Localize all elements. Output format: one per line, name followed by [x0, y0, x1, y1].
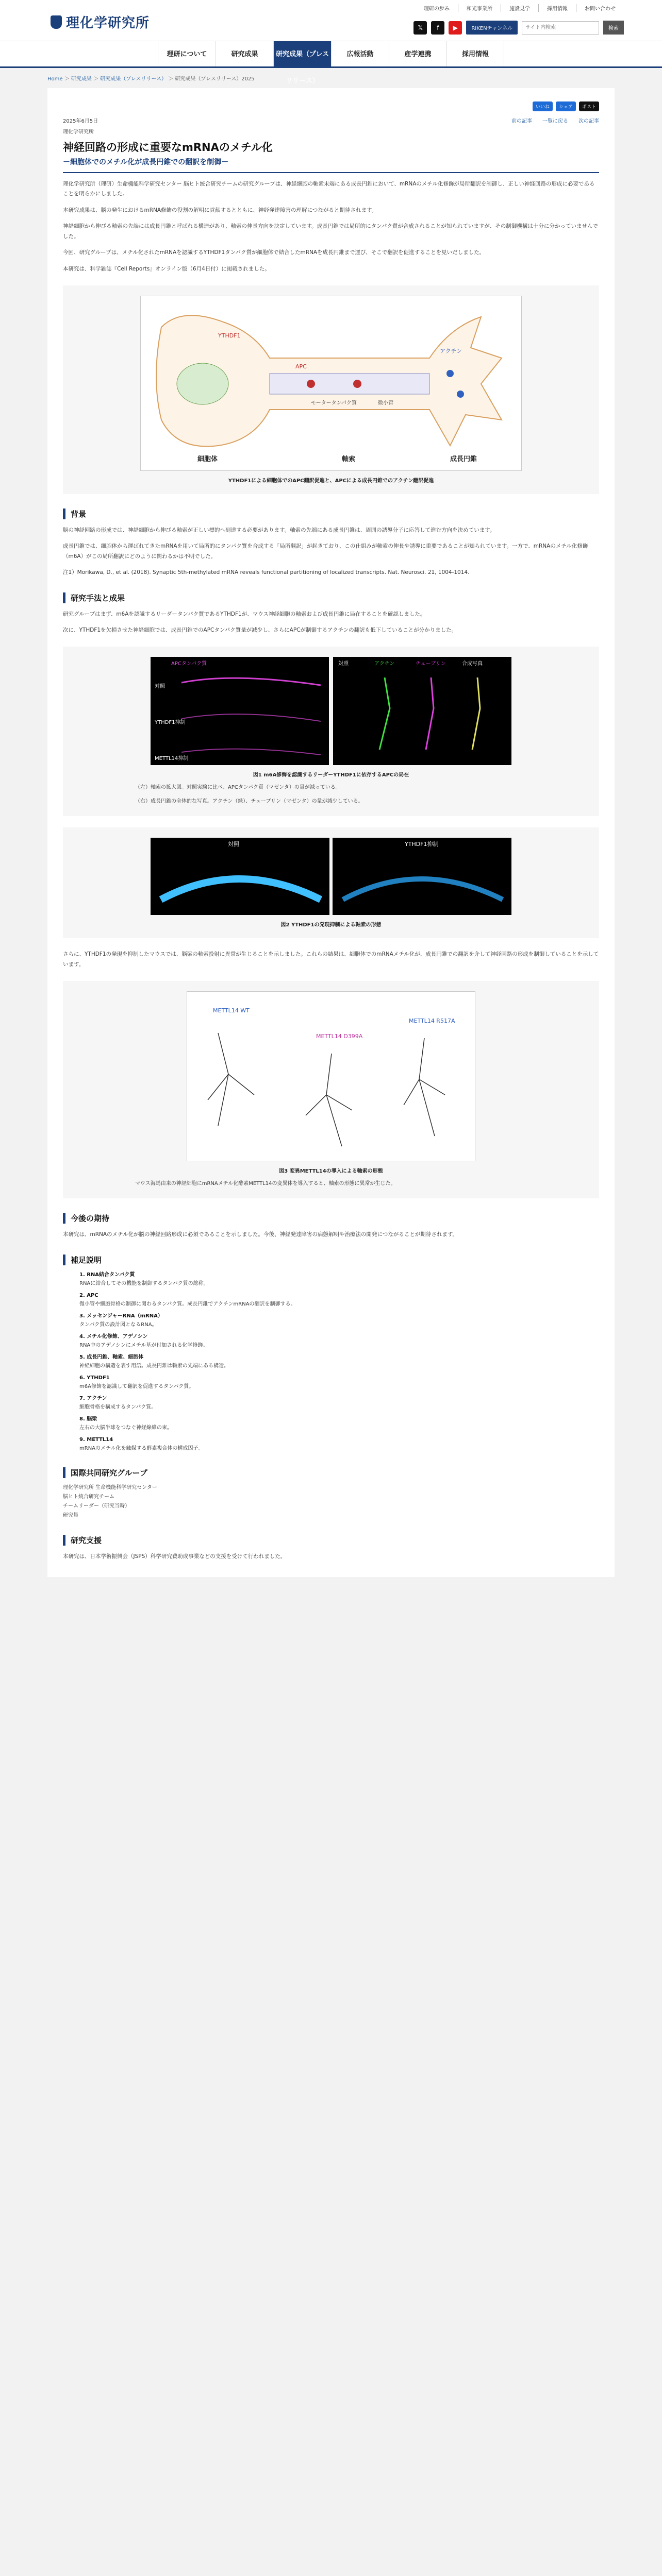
- figure-axon-morphology: [63, 827, 599, 938]
- section-notes-heading: 補足説明: [63, 1255, 599, 1265]
- note-item: [79, 1415, 599, 1432]
- note-item: [79, 1312, 599, 1329]
- neuron-tracing: [306, 1054, 352, 1146]
- nav-press-releases[interactable]: 研究成果（プレスリリース）: [273, 41, 331, 66]
- background-paragraph: 脳の神経回路の形成では、神経細胞から伸びる軸索が正しい標的へ到達する必要があります。軸索の先端にある成長円錐は、周囲の誘導分子に応答して進む方向を決めています。: [63, 527, 495, 533]
- label-mettl14-kd: METTL14抑制: [155, 756, 189, 762]
- control-brain-panel: [151, 838, 329, 915]
- summary-diagram-svg: [141, 296, 521, 470]
- utility-link[interactable]: 理研の歩み: [424, 6, 450, 12]
- note-desc: RNAに結合してその機能を制御するタンパク質の総称。: [79, 1280, 209, 1286]
- label-ythdf1-kd: YTHDF1抑制: [155, 720, 186, 726]
- section-background-heading: 背景: [63, 509, 599, 519]
- utility-link[interactable]: お問い合わせ: [576, 4, 624, 12]
- figure2-note: （右）成長円錐の全体的な写真。アクチン（緑）、チューブリン（マゼンタ）の量が減少している。: [135, 799, 363, 805]
- post-button[interactable]: ポスト: [579, 101, 599, 111]
- summary-diagram[interactable]: [140, 296, 522, 471]
- label-control: 対照: [155, 684, 165, 690]
- axon-trace: [181, 679, 321, 686]
- article-subtitle: －細胞体でのメチル化が成長円錐での翻訳を制御－: [63, 157, 599, 173]
- article-date: 2025年6月5日: [63, 118, 98, 124]
- figure2-note: （左）軸索の拡大図。対照実験に比べ、APCタンパク質（マゼンタ）の量が減っている。: [135, 785, 341, 791]
- figure-summary: [63, 285, 599, 494]
- section-methods-heading: 研究手法と成果: [63, 592, 599, 603]
- search-input[interactable]: [522, 21, 599, 35]
- group-line: 脳ヒト統合研究チーム: [63, 1494, 114, 1500]
- nav-industry[interactable]: 産学連携: [389, 41, 446, 66]
- riken-channel-button[interactable]: RIKENチャンネル: [466, 21, 518, 35]
- article-org: 理化学研究所: [63, 129, 94, 135]
- background-reference: 注1）Morikawa, D., et al. (2018). Synaptic 5th-methylated mRNA reveals functional partitioning of localized transcripts. Nat. Neurosci. 21, 1004-1014.: [63, 569, 470, 576]
- future-paragraph: 本研究は、mRNAのメチル化が脳の神経回路形成に必須であることを示しました。今後、神経発達障害の病態解明や治療法の開発につながることが期待されます。: [63, 1231, 458, 1238]
- label-axon: 軸索: [342, 455, 356, 463]
- nav-pr[interactable]: 広報活動: [331, 41, 389, 66]
- neuron-tracing-panel[interactable]: [187, 991, 475, 1161]
- note-desc: mRNAのメチル化を触媒する酵素複合体の構成因子。: [79, 1445, 204, 1451]
- growth-cone-trace: [472, 677, 480, 750]
- note-term: 3. メッセンジャーRNA（mRNA）: [79, 1313, 163, 1319]
- utility-links: [416, 4, 624, 12]
- like-button[interactable]: いいね: [533, 101, 553, 111]
- figure1-caption: YTHDF1による細胞体でのAPC翻訳促進と、APCによる成長円錐でのアクチン翻訳促進: [228, 478, 434, 484]
- figure2-caption: 図1 m6A修飾を認識するリーダーYTHDF1に依存するAPCの局在: [253, 772, 409, 778]
- apc-mrna-dot: [307, 380, 315, 388]
- axon-panel-svg: [151, 657, 329, 765]
- note-desc: 微小管や細胞骨格の制御に関わるタンパク質。成長円錐でアクチンmRNAの翻訳を制御する。: [79, 1301, 296, 1307]
- brain-section-panels[interactable]: [151, 838, 511, 915]
- section-future-heading: 今後の期待: [63, 1213, 599, 1224]
- label-merge-channel: 合成写真: [462, 661, 483, 667]
- facebook-icon[interactable]: f: [431, 21, 444, 35]
- label-actin-channel: アクチン: [374, 661, 395, 667]
- prev-article-link[interactable]: 前の記事: [511, 118, 532, 124]
- label-motor: モータータンパク質: [311, 400, 357, 406]
- top-header: [0, 0, 662, 41]
- label-ythdf1: YTHDF1: [218, 332, 241, 339]
- note-desc: RNA中のアデノシンにメチル基が付加される化学修飾。: [79, 1342, 208, 1348]
- note-term: 1. RNA結合タンパク質: [79, 1272, 135, 1278]
- section-support-heading: 研究支援: [63, 1535, 599, 1546]
- corpus-callosum-trace: [343, 879, 503, 900]
- label-actin: アクチン: [440, 347, 462, 354]
- research-group: [63, 1483, 599, 1520]
- apc-mrna-dot: [353, 380, 361, 388]
- article-card: [47, 88, 615, 1577]
- note-term: 2. APC: [79, 1292, 98, 1298]
- fluorescence-panels[interactable]: [151, 657, 511, 765]
- lead-paragraph: 理化学研究所（理研）生命機能科学研究センター 脳ヒト統合研究チームの研究グループは、神経細胞の軸索末端にある成長円錐において、mRNAのメチル化修飾が局所翻訳を制御し、正しい神経回路の形成に必要であることを明らかにしました。: [63, 181, 595, 197]
- figure-mettl14: [63, 981, 599, 1198]
- nav-recruit[interactable]: 採用情報: [446, 41, 504, 66]
- note-item: [79, 1374, 599, 1391]
- utility-link[interactable]: 和光事業所: [458, 4, 501, 12]
- label-control-right: 対照: [338, 661, 349, 667]
- note-desc: m6A修飾を認識して翻訳を促進するタンパク質。: [79, 1383, 194, 1389]
- growth-cone-panel: [333, 657, 511, 765]
- group-line: チームリーダー（研究当時）: [63, 1503, 130, 1509]
- lead-paragraph: 本研究成果は、脳の発生におけるmRNA修飾の役割の解明に貢献するとともに、神経発達障害の理解につながると期待されます。: [63, 207, 377, 213]
- label-mettl14-d399a: METTL14 D399A: [316, 1033, 363, 1040]
- lead-paragraph: 神経細胞から伸びる軸索の先端には成長円錐と呼ばれる構造があり、軸索の伸長方向を決定しています。成長円錐では局所的にタンパク質が合成されることが知られていますが、その制御機構は十分に分かっていませんでした。: [63, 223, 598, 240]
- methods-paragraph: さらに、YTHDF1の発現を抑制したマウスでは、脳梁の軸索投射に異常が生じることを示しました。これらの結果は、細胞体でのmRNAメチル化が、成長円錐での翻訳を介して神経回路の形成を制御していることを示しています。: [63, 951, 599, 968]
- axon-trace: [181, 749, 321, 755]
- header-actions: [413, 21, 624, 35]
- section-group-heading: 国際共同研究グループ: [63, 1467, 599, 1478]
- label-cell-body: 細胞体: [197, 455, 218, 463]
- lead-paragraph: 今回、研究グループは、メチル化されたmRNAを認識するYTHDF1タンパク質が細胞体で結合したmRNAを成長円錐まで運び、そこで翻訳を促進することを見いだしました。: [63, 249, 485, 256]
- back-to-list-link[interactable]: 一覧に戻る: [542, 118, 568, 124]
- article-title: 神経回路の形成に重要なmRNAのメチル化: [63, 141, 273, 154]
- breadcrumb-press[interactable]: 研究成果（プレスリリース）: [100, 76, 167, 82]
- search-button[interactable]: 検索: [603, 21, 624, 35]
- breadcrumb: Home ＞ 研究成果 ＞ 研究成果（プレスリリース） ＞ 研究成果（プレスリリース）2025: [47, 76, 255, 82]
- note-item: [79, 1435, 599, 1453]
- label-mettl14-wt: METTL14 WT: [213, 1007, 250, 1014]
- growth-cone-trace: [379, 677, 390, 750]
- support-paragraph: 本研究は、日本学術振興会（JSPS）科学研究費助成事業などの支援を受けて行われました。: [63, 1553, 286, 1560]
- neuron-tracing: [404, 1038, 445, 1136]
- utility-link[interactable]: 採用情報: [538, 4, 576, 12]
- next-article-link[interactable]: 次の記事: [578, 118, 599, 124]
- article-meta: [63, 116, 599, 124]
- riken-logo[interactable]: 理化学研究所: [51, 12, 150, 31]
- label-apc-protein: APCタンパク質: [171, 661, 207, 667]
- label-tubulin-channel: チューブリン: [416, 661, 446, 667]
- axon-panel: [151, 657, 329, 765]
- figure4-caption: 図3 変異METTL14の導入による軸索の形態: [279, 1168, 383, 1175]
- x-social-icon[interactable]: 𝕏: [413, 21, 427, 35]
- riken-logo-icon: [51, 15, 62, 29]
- note-term: 5. 成長円錐、軸索、細胞体: [79, 1354, 144, 1360]
- figure4-note: マウス海馬由来の神経細胞にmRNAメチル化酵素METTL14の変異体を導入すると、軸索の形態に異常が生じた。: [135, 1181, 396, 1187]
- neuron-tracing: [208, 1033, 254, 1126]
- note-item: [79, 1353, 599, 1370]
- nav-results[interactable]: 研究成果: [216, 41, 273, 66]
- note-term: 6. YTHDF1: [79, 1375, 110, 1381]
- nav-about[interactable]: 理研について: [158, 41, 216, 66]
- figure3-caption: 図2 YTHDF1の発現抑制による軸索の形態: [280, 922, 382, 928]
- methods-paragraph: 次に、YTHDF1を欠損させた神経細胞では、成長円錐でのAPCタンパク質量が減少し、さらにAPCが制御するアクチンの翻訳も低下していることが分かりました。: [63, 627, 457, 634]
- note-desc: 細胞骨格を構成するタンパク質。: [79, 1404, 157, 1410]
- note-desc: 神経細胞の構造を表す用語。成長円錐は軸索の先端にある構造。: [79, 1363, 229, 1369]
- control-brain-svg: [151, 838, 329, 915]
- label-control-brain: 対照: [228, 841, 239, 848]
- axon-trace: [181, 715, 321, 722]
- utility-link[interactable]: 施設見学: [501, 4, 538, 12]
- group-line: 理化学研究所 生命機能科学研究センター: [63, 1484, 157, 1490]
- breadcrumb-home[interactable]: Home: [47, 76, 63, 82]
- ythdf1-kd-brain-svg: [333, 838, 511, 915]
- lead-paragraph: 本研究は、科学雑誌『Cell Reports』オンライン版（6月4日付）に掲載されました。: [63, 265, 270, 272]
- share-button[interactable]: シェア: [556, 101, 576, 111]
- corpus-callosum-trace: [161, 879, 321, 900]
- breadcrumb-results[interactable]: 研究成果: [71, 76, 92, 82]
- actin-dot: [457, 391, 464, 398]
- label-microtubule: 微小管: [378, 400, 393, 406]
- microtubule-shape: [270, 374, 429, 394]
- note-term: 7. アクチン: [79, 1395, 107, 1401]
- nucleus-shape: [177, 363, 228, 404]
- actin-dot: [446, 370, 454, 377]
- label-growth-cone: 成長円錐: [450, 455, 477, 463]
- note-desc: タンパク質の設計図となるRNA。: [79, 1321, 157, 1328]
- growth-cone-panel-svg: [333, 657, 511, 765]
- share-buttons: [63, 101, 599, 111]
- methods-paragraph: 研究グループはまず、m6Aを認識するリーダータンパク質であるYTHDF1が、マウス神経細胞の軸索および成長円錐に局在することを確認しました。: [63, 611, 426, 617]
- ythdf1-kd-brain-panel: [333, 838, 511, 915]
- note-term: 4. メチル化修飾、アデノシン: [79, 1333, 148, 1340]
- youtube-icon[interactable]: ▶: [449, 21, 462, 35]
- breadcrumb-current: 研究成果（プレスリリース）2025: [175, 76, 255, 82]
- note-term: 9. METTL14: [79, 1436, 113, 1443]
- note-term: 8. 脳梁: [79, 1416, 97, 1422]
- note-item: [79, 1270, 599, 1288]
- figure-apc-localization: [63, 647, 599, 816]
- label-ythdf1-kd-brain: YTHDF1抑制: [405, 841, 439, 848]
- note-item: [79, 1291, 599, 1309]
- background-paragraph: 成長円錐では、細胞体から運ばれてきたmRNAを用いて局所的にタンパク質を合成する「局所翻訳」が起きており、この仕組みが軸索の伸長や誘導に重要であることが知られています。一方で、mRNAのメチル化修飾（m6A）がこの局所翻訳にどのように関わるかは不明でした。: [63, 543, 588, 560]
- group-line: 研究員: [63, 1512, 78, 1518]
- notes-list: [79, 1270, 599, 1453]
- growth-cone-trace: [426, 677, 434, 750]
- neuron-tracing-svg: [187, 992, 475, 1161]
- label-apc: APC: [295, 363, 307, 370]
- note-item: [79, 1332, 599, 1350]
- note-item: [79, 1394, 599, 1412]
- note-desc: 左右の大脳半球をつなぐ神経線維の束。: [79, 1425, 172, 1431]
- label-mettl14-r517a: METTL14 R517A: [409, 1018, 455, 1025]
